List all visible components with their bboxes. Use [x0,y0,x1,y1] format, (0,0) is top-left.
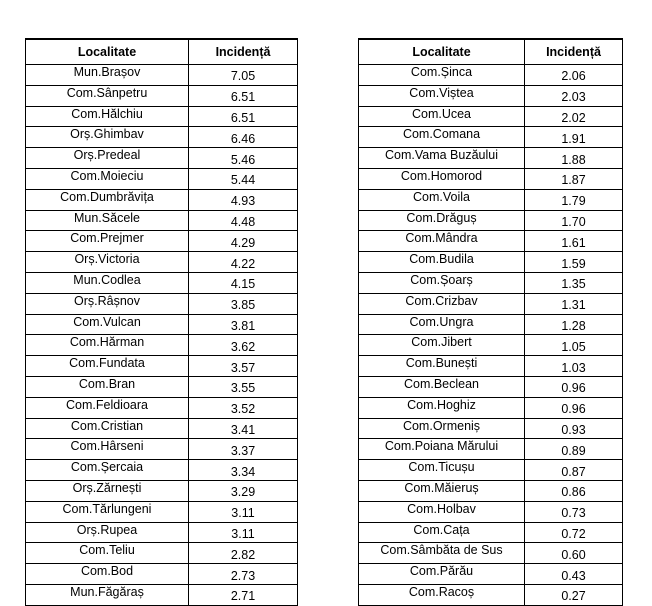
table-row [26,272,298,293]
table-row [359,543,623,564]
locality-cell: Com.Jibert [359,335,525,356]
table-row [26,397,298,418]
incidence-cell: 2.71 [189,584,298,605]
table-row [359,564,623,585]
table-row [26,501,298,522]
table-row [359,356,623,377]
header-localitate: Localitate [26,39,189,65]
incidence-cell: 0.96 [525,376,623,397]
incidence-table-left [25,38,298,606]
locality-cell: Mun.Făgăraș [26,584,189,605]
locality-cell: Com.Teliu [26,543,189,564]
table-row [359,501,623,522]
locality-cell: Com.Cristian [26,418,189,439]
locality-cell: Com.Ucea [359,106,525,127]
incidence-cell: 0.96 [525,397,623,418]
table-row [26,231,298,252]
locality-cell: Com.Vama Buzăului [359,148,525,169]
table-row [359,418,623,439]
incidence-cell: 3.57 [189,356,298,377]
table-row [26,439,298,460]
table-row [26,148,298,169]
incidence-cell: 4.22 [189,252,298,273]
table-row [26,356,298,377]
incidence-cell: 4.29 [189,231,298,252]
table-row [26,543,298,564]
table-row [26,584,298,605]
locality-cell: Com.Poiana Mărului [359,439,525,460]
locality-cell: Mun.Săcele [26,210,189,231]
locality-cell: Com.Fundata [26,356,189,377]
incidence-cell: 1.59 [525,252,623,273]
locality-cell: Orș.Zărnești [26,480,189,501]
locality-cell: Com.Comana [359,127,525,148]
table-row [359,210,623,231]
table-row [359,231,623,252]
header-row [359,39,623,65]
locality-cell: Com.Racoș [359,584,525,605]
table-row [26,168,298,189]
locality-cell: Com.Șoarș [359,272,525,293]
table-row [359,106,623,127]
incidence-cell: 0.27 [525,584,623,605]
table-row [26,127,298,148]
incidence-cell: 3.55 [189,376,298,397]
locality-cell: Com.Hârseni [26,439,189,460]
table-row [359,460,623,481]
table-row [26,210,298,231]
locality-cell: Com.Budila [359,252,525,273]
incidence-cell: 2.03 [525,85,623,106]
locality-cell: Com.Holbav [359,501,525,522]
table-row [26,189,298,210]
incidence-cell: 1.87 [525,168,623,189]
table-row [359,65,623,86]
table-row [359,293,623,314]
incidence-cell: 1.70 [525,210,623,231]
table-row [26,85,298,106]
locality-cell: Com.Ormeniș [359,418,525,439]
table-row [359,522,623,543]
incidence-cell: 7.05 [189,65,298,86]
table-row [359,397,623,418]
incidence-cell: 1.35 [525,272,623,293]
table-row [26,106,298,127]
locality-cell: Orș.Rupea [26,522,189,543]
incidence-cell: 2.02 [525,106,623,127]
locality-cell: Com.Hălchiu [26,106,189,127]
incidence-cell: 1.05 [525,335,623,356]
locality-cell: Orș.Râșnov [26,293,189,314]
locality-cell: Com.Ticușu [359,460,525,481]
locality-cell: Com.Bunești [359,356,525,377]
table-row [26,522,298,543]
incidence-cell: 3.29 [189,480,298,501]
table-row [359,168,623,189]
locality-cell: Com.Drăguș [359,210,525,231]
locality-cell: Com.Hărman [26,335,189,356]
locality-cell: Com.Bran [26,376,189,397]
incidence-cell: 3.41 [189,418,298,439]
incidence-cell: 0.60 [525,543,623,564]
locality-cell: Com.Vulcan [26,314,189,335]
incidence-cell: 4.48 [189,210,298,231]
table-row [26,293,298,314]
header-row [26,39,298,65]
incidence-cell: 3.34 [189,460,298,481]
locality-cell: Com.Voila [359,189,525,210]
table-row [359,335,623,356]
table-row [359,584,623,605]
table-row [26,252,298,273]
table-row [26,314,298,335]
incidence-cell: 3.11 [189,522,298,543]
incidence-cell: 5.44 [189,168,298,189]
locality-cell: Com.Sânpetru [26,85,189,106]
incidence-cell: 3.85 [189,293,298,314]
locality-cell: Com.Măieruș [359,480,525,501]
locality-cell: Mun.Brașov [26,65,189,86]
incidence-cell: 4.15 [189,272,298,293]
locality-cell: Com.Prejmer [26,231,189,252]
incidence-cell: 0.93 [525,418,623,439]
incidence-cell: 0.89 [525,439,623,460]
locality-cell: Com.Viștea [359,85,525,106]
table-row [359,376,623,397]
locality-cell: Com.Mândra [359,231,525,252]
incidence-cell: 6.51 [189,106,298,127]
table-row [359,189,623,210]
table-row [359,252,623,273]
incidence-cell: 3.37 [189,439,298,460]
incidence-cell: 5.46 [189,148,298,169]
locality-cell: Orș.Victoria [26,252,189,273]
incidence-cell: 1.28 [525,314,623,335]
incidence-cell: 0.73 [525,501,623,522]
locality-cell: Com.Părău [359,564,525,585]
incidence-table-right [358,38,623,606]
incidence-cell: 2.82 [189,543,298,564]
incidence-cell: 2.73 [189,564,298,585]
locality-cell: Com.Șinca [359,65,525,86]
table-row [359,480,623,501]
table-row [359,272,623,293]
locality-cell: Com.Feldioara [26,397,189,418]
incidence-cell: 3.52 [189,397,298,418]
table-row [26,418,298,439]
incidence-cell: 1.91 [525,127,623,148]
locality-cell: Com.Tărlungeni [26,501,189,522]
incidence-cell: 1.79 [525,189,623,210]
table-row [26,564,298,585]
locality-cell: Com.Bod [26,564,189,585]
locality-cell: Com.Beclean [359,376,525,397]
table-row [359,314,623,335]
locality-cell: Com.Dumbrăvița [26,189,189,210]
table-row [359,127,623,148]
incidence-cell: 3.62 [189,335,298,356]
incidence-cell: 1.03 [525,356,623,377]
incidence-cell: 2.06 [525,65,623,86]
locality-cell: Com.Sâmbăta de Sus [359,543,525,564]
locality-cell: Orș.Predeal [26,148,189,169]
table-row [359,85,623,106]
incidence-cell: 3.81 [189,314,298,335]
incidence-cell: 0.43 [525,564,623,585]
incidence-cell: 4.93 [189,189,298,210]
table-row [359,148,623,169]
incidence-cell: 1.31 [525,293,623,314]
locality-cell: Com.Homorod [359,168,525,189]
incidence-cell: 3.11 [189,501,298,522]
incidence-cell: 1.61 [525,231,623,252]
header-incidenta: Incidență [525,39,623,65]
locality-cell: Com.Crizbav [359,293,525,314]
locality-cell: Mun.Codlea [26,272,189,293]
table-row [26,460,298,481]
locality-cell: Orș.Ghimbav [26,127,189,148]
locality-cell: Com.Ungra [359,314,525,335]
locality-cell: Com.Cața [359,522,525,543]
incidence-cell: 0.87 [525,460,623,481]
incidence-cell: 1.88 [525,148,623,169]
incidence-cell: 0.86 [525,480,623,501]
table-row [26,65,298,86]
incidence-cell: 6.46 [189,127,298,148]
incidence-cell: 0.72 [525,522,623,543]
header-localitate: Localitate [359,39,525,65]
incidence-cell: 6.51 [189,85,298,106]
table-row [26,335,298,356]
table-row [26,376,298,397]
table-row [26,480,298,501]
locality-cell: Com.Șercaia [26,460,189,481]
table-row [359,439,623,460]
locality-cell: Com.Moieciu [26,168,189,189]
locality-cell: Com.Hoghiz [359,397,525,418]
header-incidenta: Incidență [189,39,298,65]
